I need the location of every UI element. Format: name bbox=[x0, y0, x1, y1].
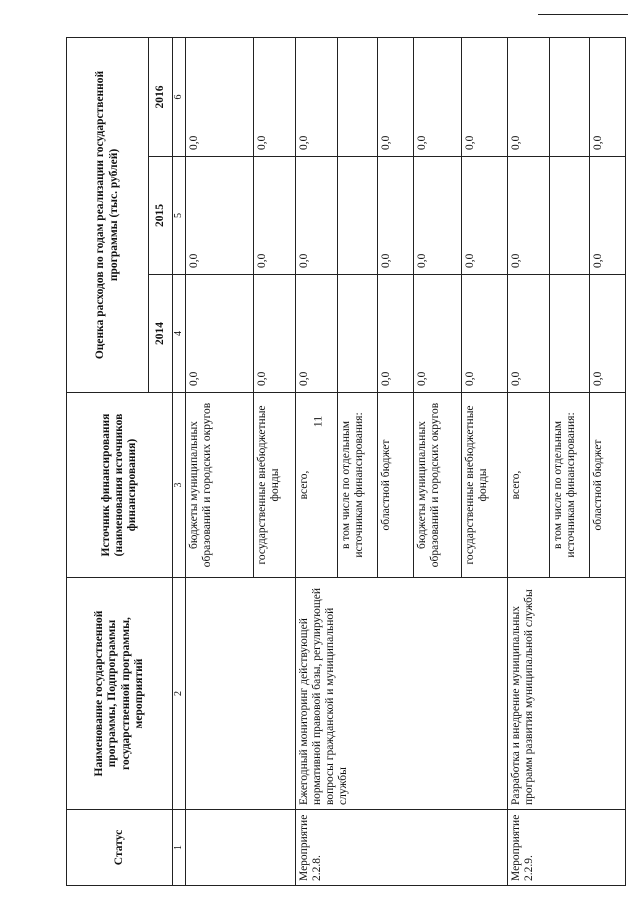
activity-name: Разработка и внедрение муниципальных программ развития муниципальной службы bbox=[507, 578, 625, 810]
page-number: 11 bbox=[310, 415, 325, 428]
value-2014: 0,0 bbox=[377, 275, 413, 393]
source-cell: государственные внебюджетные фонды bbox=[461, 393, 507, 578]
source-cell: бюджеты муниципальных образований и городских округов bbox=[413, 393, 461, 578]
value-2015: 0,0 bbox=[185, 157, 253, 275]
column-number: 2 bbox=[173, 578, 186, 810]
source-cell: государственные внебюджетные фонды bbox=[253, 393, 295, 578]
source-cell: всего, bbox=[295, 393, 337, 578]
source-cell: в том числе по отдельным источникам финансирования: bbox=[549, 393, 589, 578]
value-2015: 0,0 bbox=[507, 157, 549, 275]
column-number: 4 bbox=[173, 275, 186, 393]
value-2015: 0,0 bbox=[589, 157, 625, 275]
value-2016 bbox=[549, 37, 589, 156]
value-2016: 0,0 bbox=[295, 37, 337, 156]
source-cell: областной бюджет bbox=[589, 393, 625, 578]
value-2016: 0,0 bbox=[589, 37, 625, 156]
value-2014 bbox=[549, 275, 589, 393]
value-2016: 0,0 bbox=[377, 37, 413, 156]
value-2016: 0,0 bbox=[413, 37, 461, 156]
value-2015 bbox=[549, 157, 589, 275]
source-cell: бюджеты муниципальных образований и городских округов bbox=[185, 393, 253, 578]
value-2016: 0,0 bbox=[253, 37, 295, 156]
value-2014: 0,0 bbox=[295, 275, 337, 393]
header-status: Статус bbox=[67, 810, 173, 886]
value-2015: 0,0 bbox=[377, 157, 413, 275]
top-rule bbox=[538, 14, 628, 15]
value-2015 bbox=[337, 157, 377, 275]
value-2014: 0,0 bbox=[185, 275, 253, 393]
column-number: 1 bbox=[173, 810, 186, 886]
value-2016: 0,0 bbox=[185, 37, 253, 156]
value-2015: 0,0 bbox=[253, 157, 295, 275]
value-2015: 0,0 bbox=[413, 157, 461, 275]
value-2016 bbox=[337, 37, 377, 156]
program-expenses-table bbox=[66, 37, 626, 886]
header-estimate: Оценка расходов по годам реализации государственной программы (тыс. рублей) bbox=[67, 37, 149, 392]
source-cell: всего, bbox=[507, 393, 549, 578]
activity-name: Ежегодный мониторинг действующей нормативной правовой базы, регулирующей вопросы гражданской и муниципальной службы bbox=[295, 578, 507, 810]
header-year-2015: 2015 bbox=[149, 157, 173, 275]
header-year-2014: 2014 bbox=[149, 275, 173, 393]
value-2014: 0,0 bbox=[461, 275, 507, 393]
header-name: Наименование государственной программы, Подпрограммы государственной программы, мероприятий bbox=[67, 578, 173, 810]
value-2014: 0,0 bbox=[589, 275, 625, 393]
value-2014: 0,0 bbox=[253, 275, 295, 393]
column-number: 5 bbox=[173, 157, 186, 275]
rotated-page bbox=[66, 38, 606, 886]
value-2014: 0,0 bbox=[507, 275, 549, 393]
header-year-2016: 2016 bbox=[149, 37, 173, 156]
value-2014: 0,0 bbox=[413, 275, 461, 393]
name-cell-continued bbox=[185, 578, 295, 810]
column-number: 6 bbox=[173, 37, 186, 156]
source-cell: областной бюджет bbox=[377, 393, 413, 578]
header-source: Источник финансирования (наименования источников финансирования) bbox=[67, 393, 173, 578]
value-2014 bbox=[337, 275, 377, 393]
value-2016: 0,0 bbox=[507, 37, 549, 156]
status-cell: Мероприятие 2.2.9. bbox=[507, 810, 625, 886]
value-2015: 0,0 bbox=[295, 157, 337, 275]
value-2015: 0,0 bbox=[461, 157, 507, 275]
status-cell: Мероприятие 2.2.8. bbox=[295, 810, 507, 886]
column-number: 3 bbox=[173, 393, 186, 578]
value-2016: 0,0 bbox=[461, 37, 507, 156]
source-cell: в том числе по отдельным источникам финансирования: bbox=[337, 393, 377, 578]
status-cell-continued bbox=[185, 810, 295, 886]
